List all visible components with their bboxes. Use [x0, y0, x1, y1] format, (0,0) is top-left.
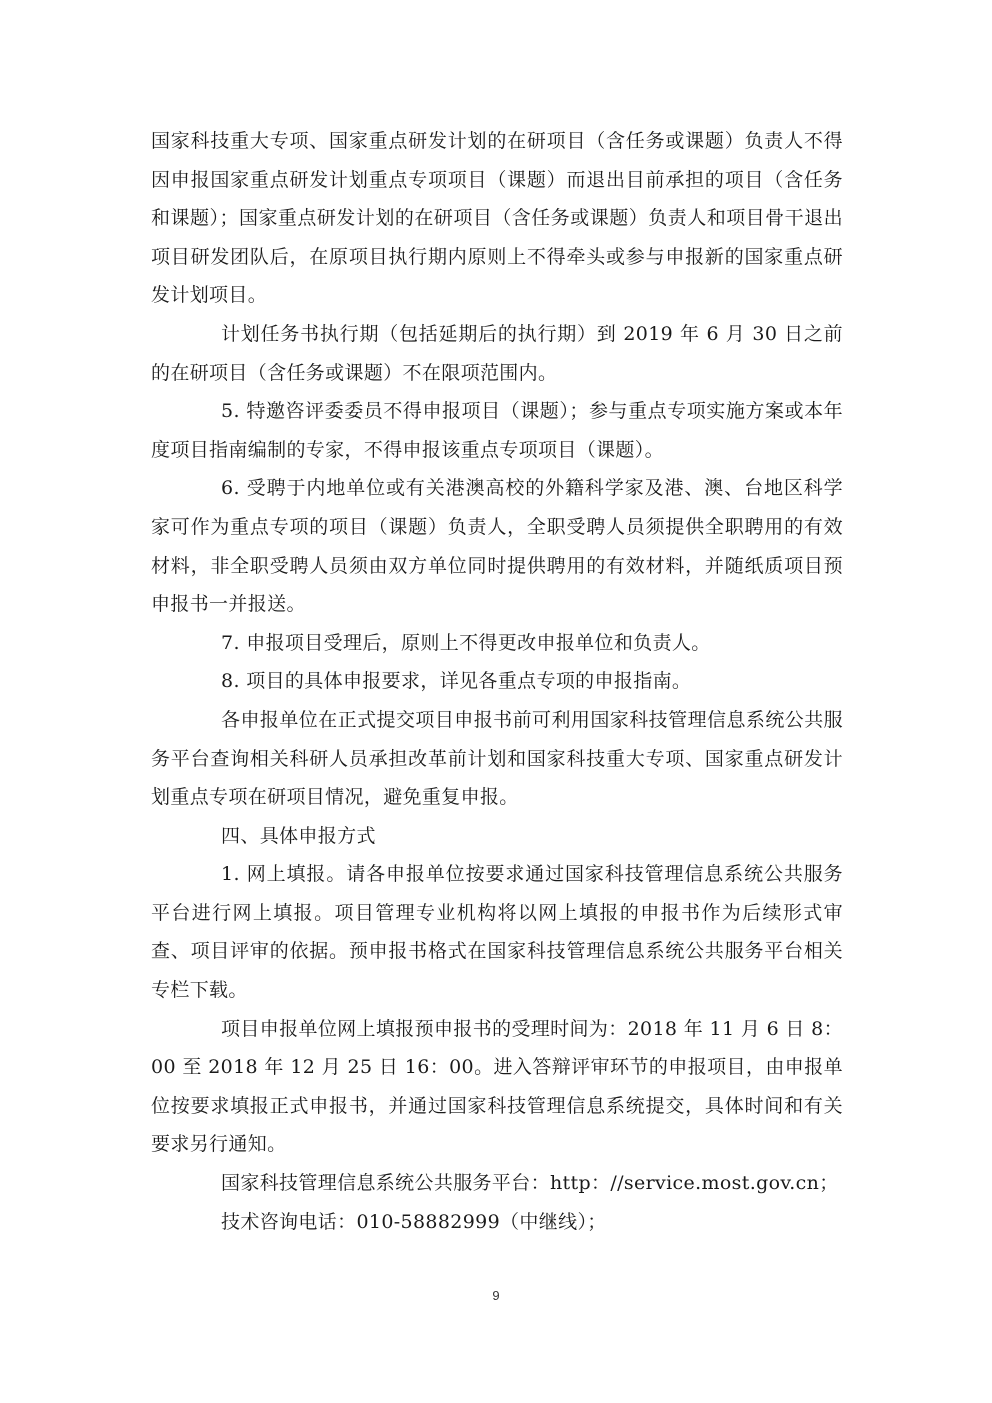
- body-text: [151, 122, 843, 1241]
- paragraph-limit-rules: 国家科技重大专项、国家重点研发计划的在研项目（含任务或课题）负责人不得因申报国家重点研发计划重点专项项目（课题）而退出目前承担的项目（含任务和课题）；国家重点研发计划的在研项目（含任务或课题）负责人和项目骨干退出项目研发团队后，在原项目执行期内原则上不得牵头或参与申报新的国家重点研发计划项目。: [151, 130, 843, 307]
- paragraph-acceptance-time: 项目申报单位网上填报预申报书的受理时间为：2018 年 11 月 6 日 8：00 至 2018 年 12 月 25 日 16：00。进入答辩评审环节的申报项目，由申报单位按要求填报正式申报书，并通过国家科技管理信息系统提交，具体时间和有关要求另行通知。: [151, 1017, 843, 1156]
- paragraph-item-5: 5. 特邀咨评委委员不得申报项目（课题）；参与重点专项实施方案或本年度项目指南编制的专家，不得申报该重点专项项目（课题）。: [151, 400, 843, 461]
- paragraph-tech-hotline: 技术咨询电话：010-58882999（中继线）；: [221, 1210, 607, 1233]
- paragraph-query-platform: 各申报单位在正式提交项目申报书前可利用国家科技管理信息系统公共服务平台查询相关科研人员承担改革前计划和国家科技重大专项、国家重点研发计划重点专项在研项目情况，避免重复申报。: [151, 708, 843, 809]
- paragraph-platform-url: 国家科技管理信息系统公共服务平台：http：//service.most.gov.cn；: [221, 1172, 839, 1195]
- section-heading-application-method: 四、具体申报方式: [221, 824, 376, 847]
- paragraph-execution-period: 计划任务书执行期（包括延期后的执行期）到 2019 年 6 月 30 日之前的在研项目（含任务或课题）不在限项范围内。: [151, 322, 843, 384]
- paragraph-online-filing: 1. 网上填报。请各申报单位按要求通过国家科技管理信息系统公共服务平台进行网上填报。项目管理专业机构将以网上填报的申报书作为后续形式审查、项目评审的依据。预申报书格式在国家科技管理信息系统公共服务平台相关专栏下载。: [151, 863, 843, 1002]
- paragraph-item-6: 6. 受聘于内地单位或有关港澳高校的外籍科学家及港、澳、台地区科学家可作为重点专项的项目（课题）负责人，全职受聘人员须提供全职聘用的有效材料，非全职受聘人员须由双方单位同时提供聘用的有效材料，并随纸质项目预申报书一并报送。: [151, 477, 843, 616]
- paragraph-item-8: 8. 项目的具体申报要求，详见各重点专项的申报指南。: [221, 670, 692, 693]
- page-number: 9: [492, 1288, 500, 1303]
- paragraph-item-7: 7. 申报项目受理后，原则上不得更改申报单位和负责人。: [221, 631, 711, 654]
